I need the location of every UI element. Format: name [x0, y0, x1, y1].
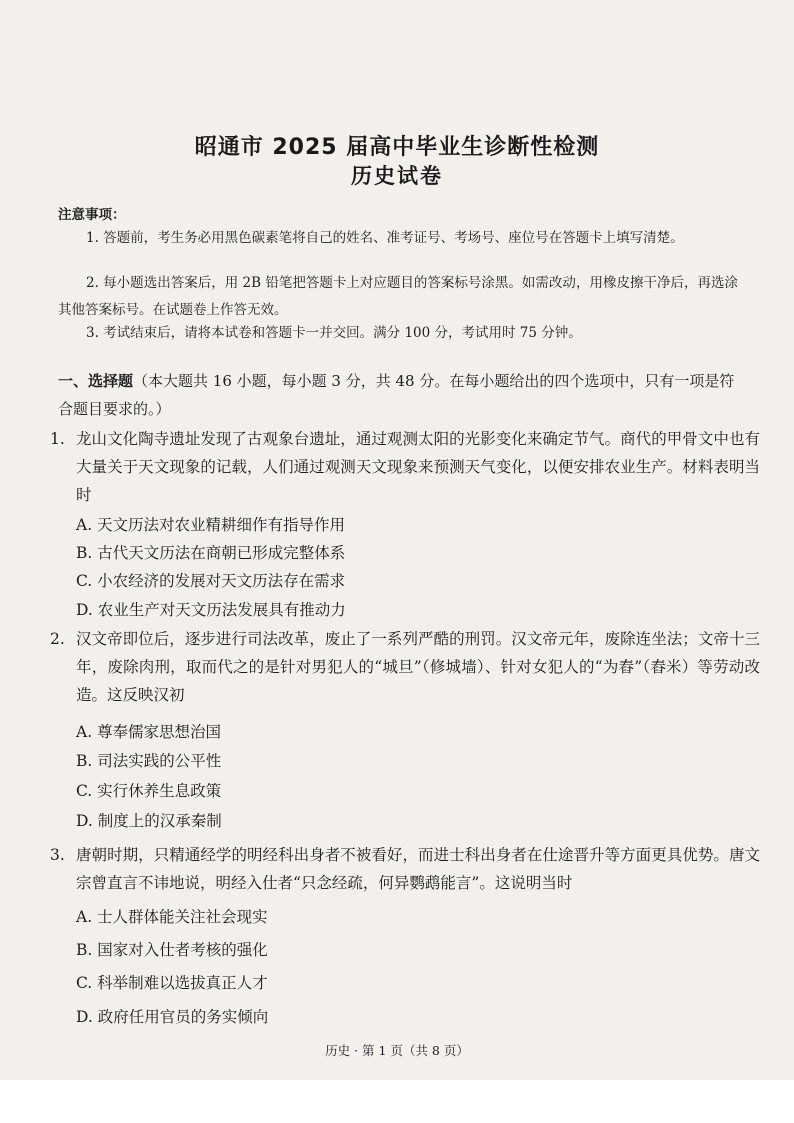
option-a: A. 天文历法对农业精耕细作有指导作用	[76, 516, 346, 534]
exam-subject-title: 历史试卷	[351, 164, 443, 188]
question-stem: 唐朝时期，只精通经学的明经科出身者不被看好，而进士科出身者在仕途晋升等方面更具优势。唐文宗曾直言不讳地说，明经入仕者“只念经疏，何异鹦鹉能言”。这说明当时	[76, 846, 760, 892]
option-d: D. 制度上的汉承秦制	[76, 812, 222, 830]
note-item-2: 2. 每小题选出答案后，用 2B 铅笔把答题卡上对应题目的答案标号涂黑。如需改动，用橡皮擦干净后，再选涂其他答案标号。在试题卷上作答无效。	[58, 275, 738, 318]
option-d: D. 农业生产对天文历法发展具有推动力	[76, 601, 346, 619]
question-2	[50, 625, 760, 709]
question-stem: 龙山文化陶寺遗址发现了古观象台遗址，通过观测太阳的光影变化来确定节气。商代的甲骨文中也有大量关于天文现象的记载，人们通过观测天文现象来预测天气变化，以便安排农业生产。材料表明当时	[76, 430, 760, 504]
section-description: （本大题共 16 小题，每小题 3 分，共 48 分。在每小题给出的四个选项中，只有一项是符合题目要求的。）	[58, 372, 735, 418]
section-header	[58, 367, 748, 423]
option-c: C. 实行休养生息政策	[76, 782, 222, 800]
option-d: D. 政府任用官员的务实倾向	[76, 1008, 269, 1026]
option-a: A. 尊奉儒家思想治国	[76, 723, 222, 741]
question-number: 2.	[50, 630, 65, 648]
option-a: A. 士人群体能关注社会现实	[76, 908, 268, 926]
option-c: C. 科举制难以选拔真正人才	[76, 974, 268, 992]
exam-title: 昭通市 2025 届高中毕业生诊断性检测	[194, 135, 600, 160]
option-c: C. 小农经济的发展对天文历法存在需求	[76, 572, 346, 590]
question-1	[50, 425, 760, 509]
page-footer: 历史 · 第 1 页（共 8 页）	[325, 1043, 469, 1058]
question-3	[50, 841, 760, 897]
question-stem: 汉文帝即位后，逐步进行司法改革，废止了一系列严酷的刑罚。汉文帝元年，废除连坐法；文帝十三年，废除肉刑，取而代之的是针对男犯人的“城旦”（修城墙）、针对女犯人的“为舂”（舂米）等劳动改造。这反映汉初	[76, 630, 760, 704]
option-b: B. 古代天文历法在商朝已形成完整体系	[76, 544, 346, 562]
question-number: 1.	[50, 430, 65, 448]
section-label: 一、选择题	[58, 372, 134, 390]
option-b: B. 国家对入仕者考核的强化	[76, 941, 268, 959]
option-b: B. 司法实践的公平性	[76, 752, 222, 770]
notes-heading: 注意事项：	[58, 207, 126, 223]
note-item-1: 1. 答题前，考生务必用黑色碳素笔将自己的姓名、准考证号、考场号、座位号在答题卡上填写清楚。	[86, 230, 684, 246]
note-item-3: 3. 考试结束后，请将本试卷和答题卡一并交回。满分 100 分，考试用时 75 分钟。	[86, 325, 582, 341]
question-number: 3.	[50, 846, 65, 864]
